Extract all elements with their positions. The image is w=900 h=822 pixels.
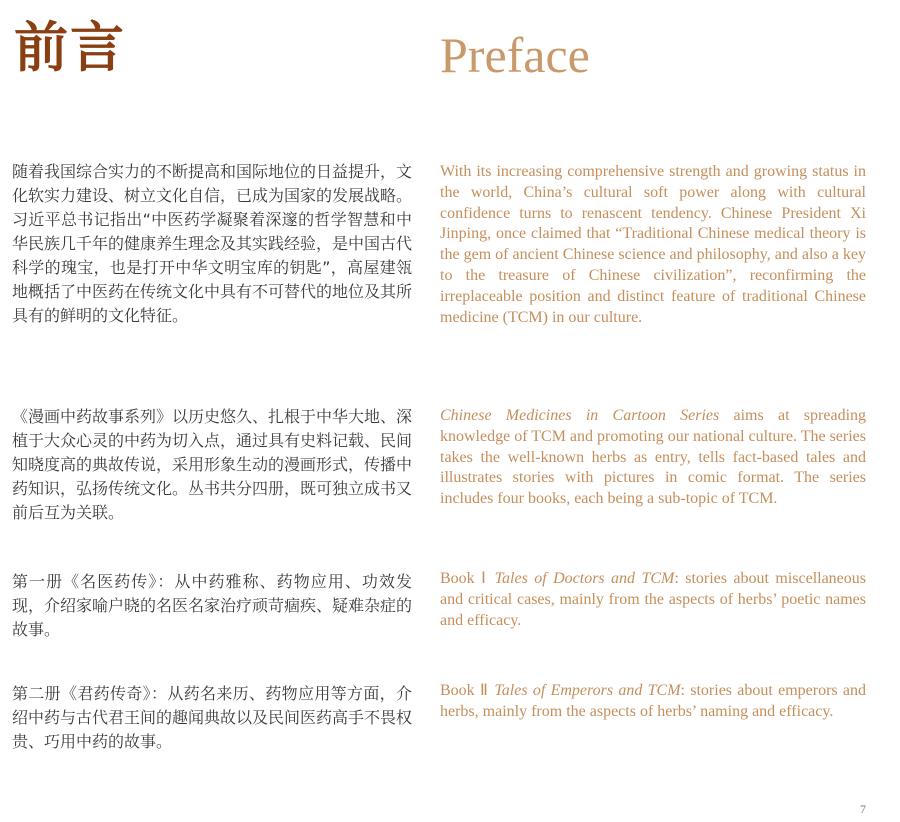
book-2-title: Tales of Emperors and TCM xyxy=(494,682,681,699)
paragraph-en-4 xyxy=(440,681,866,723)
series-title: Chinese Medicines in Cartoon Series xyxy=(440,407,720,424)
book-1-title: Tales of Doctors and TCM xyxy=(494,570,675,587)
title-chinese: 前言 xyxy=(14,15,126,79)
paragraph-cn-4: 第二册《君药传奇》：从药名来历、药物应用等方面，介绍中药与古代君王间的趣闻典故以及民间医药高手不畏权贵、巧用中药的故事。 xyxy=(12,684,413,751)
book-2-prefix: Book Ⅱ xyxy=(440,682,495,699)
paragraph-cn-2: 《漫画中药故事系列》以历史悠久、扎根于中华大地、深植于大众心灵的中药为切入点，通过具有史料记载、民间知晓度高的典故传说，采用形象生动的漫画形式，传播中药知识，弘扬传统文化。丛书共分四册，既可独立成书又前后互为关联。 xyxy=(12,407,413,522)
paragraph-en-4-text: : stories about emperors and herbs, mainly from the aspects of herbs’ naming and efficacy. xyxy=(440,682,867,720)
paragraph-en-2-text: aims at spreading knowledge of TCM and promoting our national culture. The series takes the well-known herbs as entry, tells fact-based tales and illustrates stories with pictures in comic format. The series includes four books, each being a sub-topic of TCM. xyxy=(440,407,867,508)
paragraph-en-3 xyxy=(440,569,866,631)
paragraph-en-1: With its increasing comprehensive strength and growing status in the world, China’s cultural soft power along with cultural confidence turns to renascent tendency. Chinese President Xi Jinping, once claimed that “Traditional Chinese medical theory is the gem of ancient Chinese science and philosophy, and also a key to the treasure of Chinese civilization”, reconfirming the irreplaceable position and distinct feature of traditional Chinese medicine (TCM) in our culture. xyxy=(440,163,866,326)
paragraph-cn-1: 随着我国综合实力的不断提高和国际地位的日益提升，文化软实力建设、树立文化自信，已成为国家的发展战略。习近平总书记指出“中医药学凝聚着深邃的哲学智慧和中华民族几千年的健康养生理念及其实践经验，是中国古代科学的瑰宝，也是打开中华文明宝库的钥匙”，高屋建瓴地概括了中医药在传统文化中具有不可替代的地位及其所具有的鲜明的文化特征。 xyxy=(12,162,413,325)
title-english: Preface xyxy=(440,27,590,83)
page-number: 7 xyxy=(860,802,866,816)
book-1-prefix: Book Ⅰ xyxy=(440,570,495,587)
paragraph-en-3-text: : stories about miscellaneous and critical cases, mainly from the aspects of herbs’ poetic names and efficacy. xyxy=(440,570,867,629)
paragraph-cn-3: 第一册《名医药传》：从中药雅称、药物应用、功效发现，介绍家喻户晓的名医名家治疗顽苛痼疾、疑难杂症的故事。 xyxy=(12,572,413,639)
paragraph-en-2 xyxy=(440,406,866,510)
